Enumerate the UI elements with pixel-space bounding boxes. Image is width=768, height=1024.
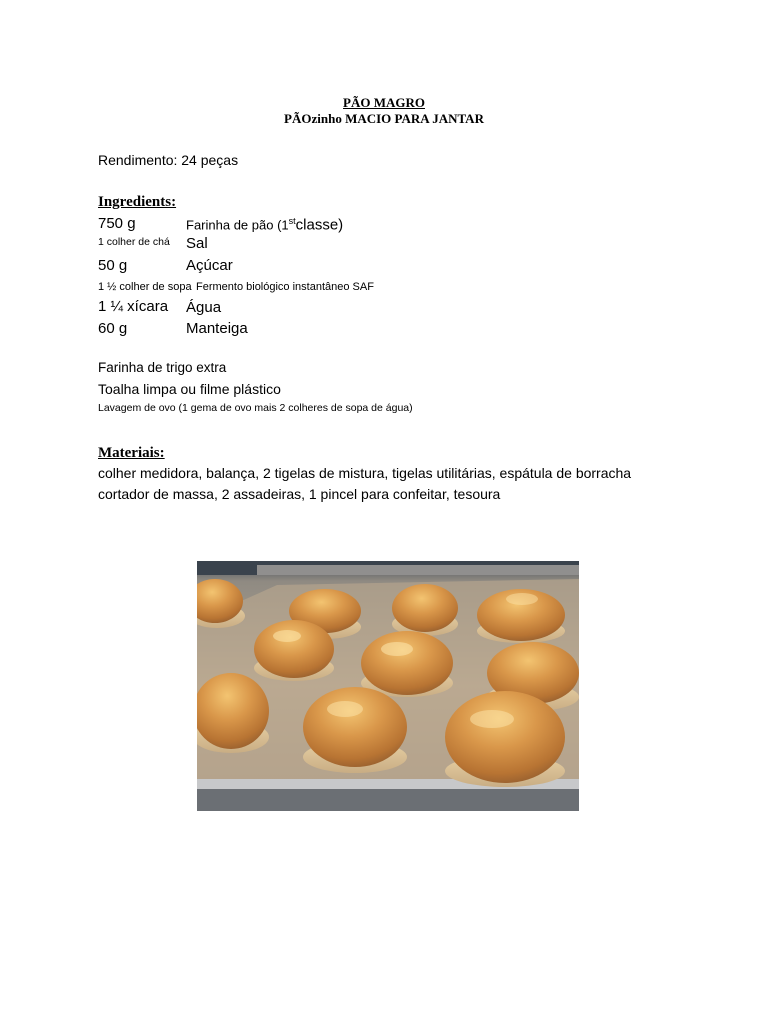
- ingredients-heading: Ingredients:: [98, 194, 177, 210]
- ingredient-item: Sal: [186, 235, 208, 252]
- ingredient-qty: 750 g: [98, 215, 136, 232]
- ingredient-qty: 1 ¼ xícara: [98, 298, 169, 315]
- extra-line: Lavagem de ovo (1 gema de ovo mais 2 colheres de sopa de água): [98, 402, 413, 414]
- ingredient-qty: 60 g: [98, 320, 128, 337]
- materials-heading: Materiais:: [98, 445, 165, 461]
- ingredient-item: Água: [186, 299, 222, 316]
- ingredient-item: Açúcar: [186, 257, 233, 274]
- yield-text: Rendimento: 24 peças: [98, 152, 239, 168]
- ingredient-qty: 50 g: [98, 257, 128, 274]
- extra-line: Farinha de trigo extra: [98, 360, 227, 375]
- ingredient-item: Fermento biológico instantâneo SAF: [196, 281, 374, 293]
- extra-line: Toalha limpa ou filme plástico: [98, 381, 281, 397]
- ingredient-qty: 1 ½ colher de sopa: [98, 281, 192, 293]
- ingredient-qty: 1 colher de chá: [98, 236, 170, 248]
- materials-line: cortador de massa, 2 assadeiras, 1 pincel para confeitar, tesoura: [98, 486, 501, 502]
- ingredient-item: Manteiga: [186, 320, 248, 337]
- materials-line: colher medidora, balança, 2 tigelas de mistura, tigelas utilitárias, espátula de borracha: [98, 465, 632, 481]
- recipe-title: PÃO MAGRO: [343, 95, 425, 110]
- ingredient-item: Farinha de pão (1stclasse): [186, 216, 344, 234]
- recipe-subtitle: PÃOzinho MACIO PARA JANTAR: [284, 111, 484, 126]
- bread-rolls-photo: [197, 561, 579, 811]
